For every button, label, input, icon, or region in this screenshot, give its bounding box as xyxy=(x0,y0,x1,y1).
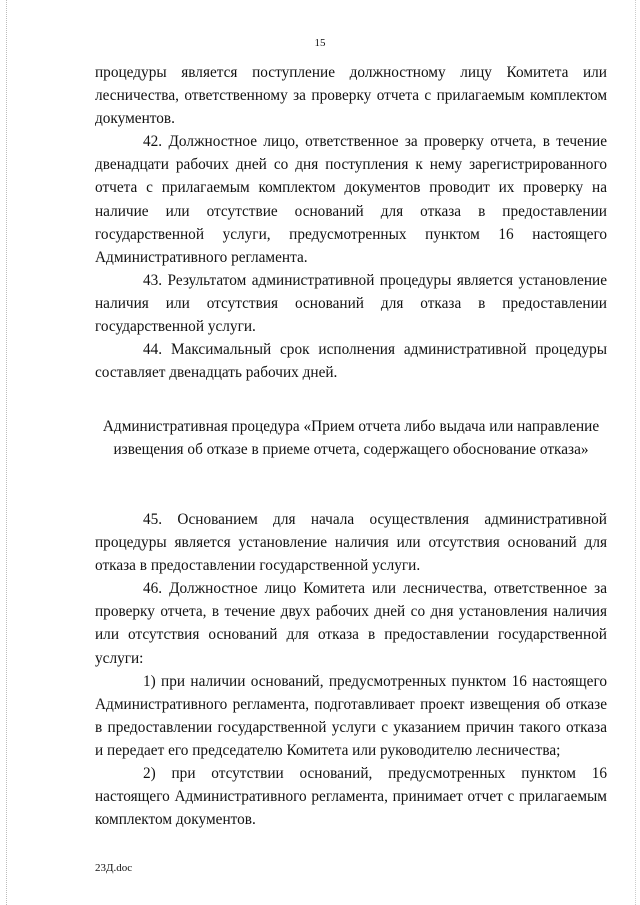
paragraph-45: 45. Основанием для начала осуществления административной процедуры является установление наличия или отсутствия оснований для отказа в предоставлении государственной услуги. xyxy=(95,511,607,575)
section-heading: Административная процедура «Прием отчета либо выдача или направление извещения об отказе в приеме отчета, содержащего обоснование отказа» xyxy=(102,418,600,459)
paragraph-44: 44. Максимальный срок исполнения административной процедуры составляет двенадцать рабочих дней. xyxy=(95,341,607,382)
text-block-upper xyxy=(95,61,607,384)
paragraph-46: 46. Должностное лицо Комитета или лесничества, ответственное за проверку отчета, в течение двух рабочих дней со дня установления наличия или отсутствия оснований для отказа в предоставлении государственной услуги: xyxy=(95,580,607,667)
paragraph-continuation: процедуры является поступление должностному лицу Комитета или лесничества, ответственному за проверку отчета с прилагаемым комплектом документов. xyxy=(95,64,607,128)
left-scan-edge xyxy=(6,0,7,905)
right-scan-edge xyxy=(635,0,636,905)
text-block-lower xyxy=(95,508,607,831)
paragraph-43: 43. Результатом административной процедуры является установление наличия или отсутствия оснований для отказа в предоставлении государственной услуги. xyxy=(95,271,607,336)
page-number: 15 xyxy=(314,37,326,49)
paragraph-42: 42. Должностное лицо, ответственное за проверку отчета, в течение двенадцати рабочих дней со дня поступления к нему зарегистрированного отчета с прилагаемым комплектом документов проводит их проверку на наличие или отсутствие оснований для отказа в предоставлении государственной услуги, предусмотренных пунктом 16 настоящего Административного регламента. xyxy=(95,133,607,266)
document-filename: 23Д.doc xyxy=(95,862,133,874)
list-item-2: 2) при отсутствии оснований, предусмотренных пунктом 16 настоящего Административного регламента, принимает отчет с прилагаемым комплектом документов. xyxy=(95,765,607,829)
list-item-1: 1) при наличии оснований, предусмотренных пунктом 16 настоящего Административного регламента, подготавливает проект извещения об отказе в предоставлении государственной услуги с указанием причин такого отказа и передает его председателю Комитета или руководителю лесничества; xyxy=(95,672,607,759)
